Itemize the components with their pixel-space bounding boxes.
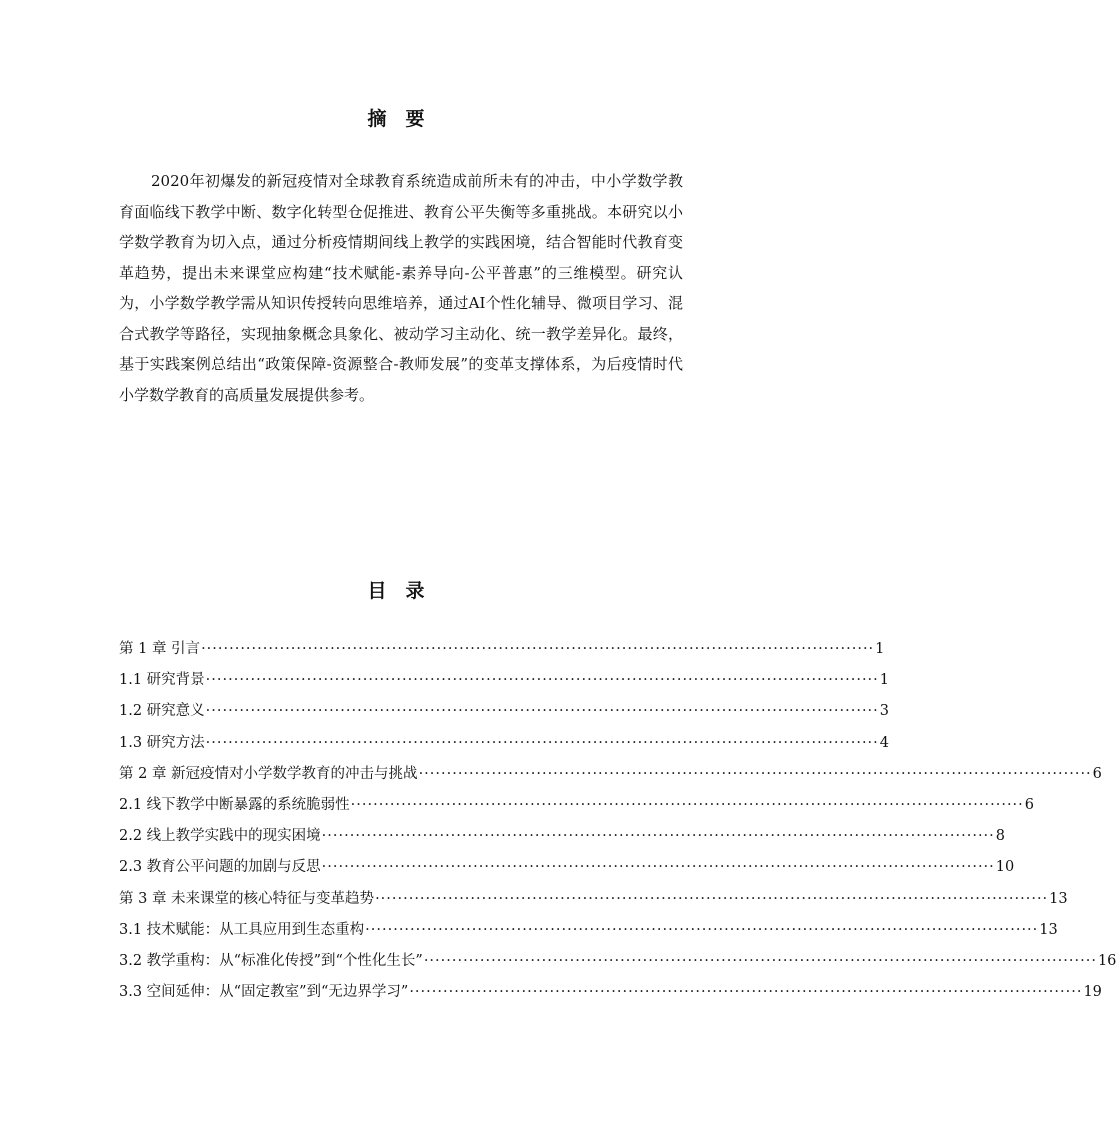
toc-entry-page: 1	[875, 641, 885, 657]
abstract-title-char-1: 摘	[367, 108, 388, 130]
toc-leader-dots: ························································································································	[321, 828, 995, 845]
toc-entry-label: 1.3 研究方法	[119, 734, 205, 751]
toc-entry-page: 8	[995, 828, 1006, 845]
toc-entry-label: 第 2 章 新冠疫情对小学数学教育的冲击与挑战	[119, 765, 418, 782]
toc-entry-label: 2.2 线上教学实践中的现实困境	[119, 828, 321, 845]
toc-leader-dots: ························································································································	[350, 796, 1024, 813]
toc-leader-dots: ························································································································	[418, 765, 1092, 782]
toc-entry-label: 1.2 研究意义	[119, 703, 205, 720]
toc-entry-label: 2.3 教育公平问题的加剧与反思	[119, 859, 321, 876]
toc-entry-1-3[interactable]	[119, 728, 890, 759]
toc-leader-dots: ························································································································	[201, 641, 875, 657]
abstract-title-char-2: 要	[405, 108, 426, 130]
toc-entry-label: 3.3 空间延伸：从“固定教室”到“无边界学习”	[119, 984, 409, 1001]
toc-leader-dots: ························································································································	[205, 672, 879, 689]
toc-entry-ch2[interactable]	[119, 759, 1102, 790]
toc-entry-label: 3.1 技术赋能：从工具应用到生态重构	[119, 921, 365, 938]
toc-entry-2-2[interactable]	[119, 821, 1006, 852]
toc-entry-3-2[interactable]	[119, 946, 1116, 977]
toc-entry-page: 1	[879, 672, 890, 689]
toc-entry-ch3[interactable]	[119, 884, 1068, 915]
toc-leader-dots: ························································································································	[205, 703, 879, 720]
toc-entry-page: 16	[1097, 952, 1116, 969]
toc-entry-label: 第 3 章 未来课堂的核心特征与变革趋势	[119, 890, 375, 907]
toc-title-char-1: 目	[367, 580, 388, 602]
toc-entry-page: 19	[1083, 984, 1102, 1001]
table-of-contents	[119, 634, 1116, 1008]
toc-leader-dots: ························································································································	[205, 734, 879, 751]
toc-title	[0, 576, 793, 603]
toc-title-char-2: 录	[405, 580, 426, 602]
toc-leader-dots: ························································································································	[321, 859, 995, 876]
toc-entry-2-1[interactable]	[119, 790, 1035, 821]
toc-entry-2-3[interactable]	[119, 852, 1015, 883]
toc-entry-page: 13	[1049, 890, 1068, 907]
toc-entry-ch1[interactable]	[119, 634, 885, 665]
toc-entry-page: 10	[995, 859, 1015, 876]
toc-entry-1-1[interactable]	[119, 665, 890, 696]
toc-entry-label: 3.2 教学重构：从“标准化传授”到“个性化生长”	[119, 952, 423, 969]
toc-leader-dots: ························································································································	[365, 921, 1039, 938]
toc-entry-label: 2.1 线下教学中断暴露的系统脆弱性	[119, 796, 350, 813]
toc-entry-1-2[interactable]	[119, 696, 890, 727]
toc-entry-page: 6	[1024, 796, 1035, 813]
toc-entry-label: 1.1 研究背景	[119, 672, 205, 689]
toc-entry-page: 6	[1092, 765, 1102, 782]
abstract-body: 2020年初爆发的新冠疫情对全球教育系统造成前所未有的冲击，中小学数学教育面临线下教学中断、数字化转型仓促推进、教育公平失衡等多重挑战。本研究以小学数学教育为切入点，通过分析疫情期间线上教学的实践困境，结合智能时代教育变革趋势，提出未来课堂应构建“技术赋能-素养导向-公平普惠”的三维模型。研究认为，小学数学教学需从知识传授转向思维培养，通过AI个性化辅导、微项目学习、混合式教学等路径，实现抽象概念具象化、被动学习主动化、统一教学差异化。最终，基于实践案例总结出“政策保障-资源整合-教师发展”的变革支撑体系，为后疫情时代小学数学教育的高质量发展提供参考。	[119, 172, 683, 404]
toc-entry-page: 3	[879, 703, 890, 720]
toc-entry-page: 13	[1039, 921, 1058, 938]
toc-entry-page: 4	[879, 734, 890, 751]
toc-entry-label: 第 1 章 引言	[119, 641, 201, 657]
toc-leader-dots: ························································································································	[409, 984, 1083, 1001]
toc-leader-dots: ························································································································	[375, 890, 1049, 907]
abstract-title	[0, 104, 793, 131]
toc-entry-3-1[interactable]	[119, 915, 1058, 946]
toc-entry-3-3[interactable]	[119, 977, 1102, 1008]
toc-leader-dots: ························································································································	[423, 952, 1097, 969]
